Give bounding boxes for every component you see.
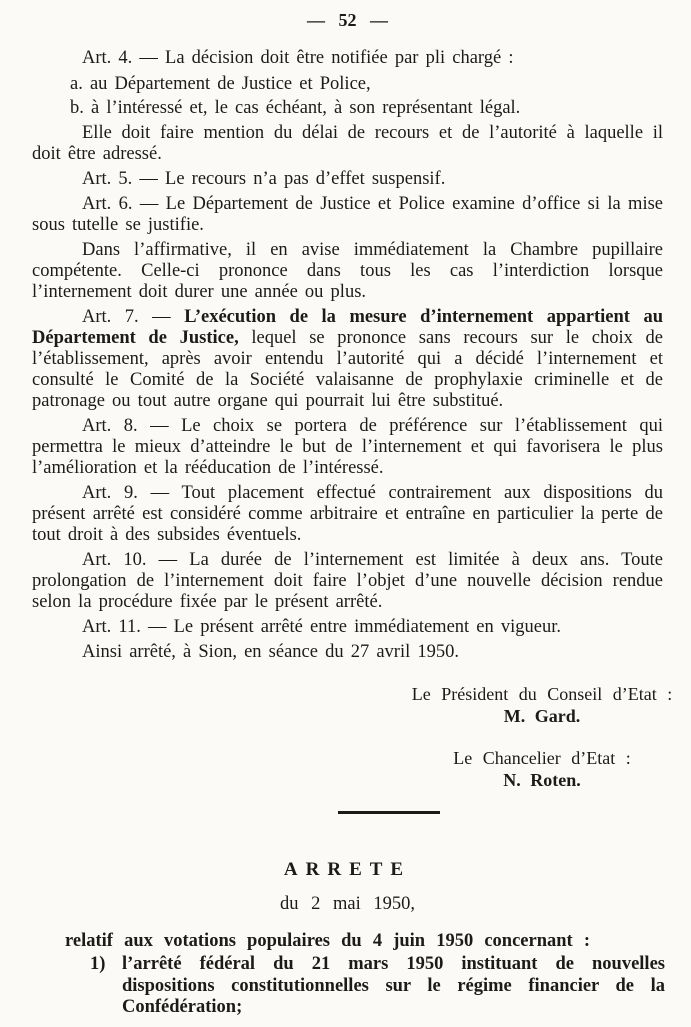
article-7-lead: Art. 7. — bbox=[82, 307, 185, 327]
signature-president-role: Le Président du Conseil d’Etat : bbox=[411, 684, 673, 704]
article-7-bold-text: L’exécution de la mesure d’internement appartient au Département de Justice, bbox=[32, 307, 663, 348]
article-6-note: Dans l’affirmative, il en avise immédiatement la Chambre pupillaire compétente. Celle-ci prononce dans tous les cas l’interdiction lorsque l’internement doit durer une année ou plus. bbox=[32, 240, 663, 302]
article-7-rest: lequel se prononce sans recours sur le choix de l’établissement, après avoir entendu l’autorité qui a décidé l’internement et consulté le Comité de la Société valaisanne de prophylaxie criminelle et de patronage ou tout autre organe qui pourrait lui être substitué. bbox=[32, 328, 663, 411]
decree-item-1-number: 1) bbox=[90, 954, 106, 974]
article-8: Art. 8. — Le choix se portera de préférence sur l’établissement qui permettra le mieux d’atteindre le but de l’internement et qui favorisera le plus l’amélioration et la rééducation de l’intéressé. bbox=[32, 416, 663, 478]
article-4-item-a: a. au Département de Justice et Police, bbox=[70, 74, 371, 94]
separator-rule bbox=[338, 811, 440, 814]
article-4-intro: Art. 4. — La décision doit être notifiée par pli chargé : bbox=[82, 48, 514, 68]
decree-title: ARRETE bbox=[283, 859, 412, 880]
article-5: Art. 5. — Le recours n’a pas d’effet suspensif. bbox=[82, 169, 446, 189]
article-4-note: Elle doit faire mention du délai de recours et de l’autorité à laquelle il doit être adressé. bbox=[32, 123, 663, 164]
article-6: Art. 6. — Le Département de Justice et Police examine d’office si la mise sous tutelle se justifie. bbox=[32, 194, 663, 235]
decree-date: du 2 mai 1950, bbox=[280, 894, 415, 914]
signature-chancellor-role: Le Chancelier d’Etat : bbox=[453, 748, 631, 768]
signature-president-name: M. Gard. bbox=[503, 706, 581, 726]
signature-chancellor bbox=[384, 747, 691, 792]
article-7 bbox=[32, 307, 663, 412]
article-9: Art. 9. — Tout placement effectué contrairement aux dispositions du présent arrêté est considéré comme arbitraire et entraîne en particulier la perte de tout droit à des subsides éventuels. bbox=[32, 483, 663, 545]
signature-president bbox=[384, 683, 691, 728]
decree-item-1-text: l’arrêté fédéral du 21 mars 1950 instituant de nouvelles dispositions constitutionnelles sur le régime financier de la Confédération; bbox=[122, 954, 665, 1017]
article-10: Art. 10. — La durée de l’internement est limitée à deux ans. Toute prolongation de l’internement doit faire l’objet d’une nouvelle décision rendue selon la procédure fixée par le présent arrêté. bbox=[32, 550, 663, 612]
decree-item-1 bbox=[90, 954, 665, 1019]
article-4-item-b: b. à l’intéressé et, le cas échéant, à son représentant légal. bbox=[70, 98, 521, 118]
closing-line: Ainsi arrêté, à Sion, en séance du 27 avril 1950. bbox=[82, 642, 459, 662]
page-number: — 52 — bbox=[307, 10, 388, 30]
article-11: Art. 11. — Le présent arrêté entre immédiatement en vigueur. bbox=[82, 617, 562, 637]
decree-subject: relatif aux votations populaires du 4 juin 1950 concernant : bbox=[65, 931, 590, 951]
signature-chancellor-name: N. Roten. bbox=[503, 770, 581, 790]
signature-block bbox=[384, 683, 691, 792]
